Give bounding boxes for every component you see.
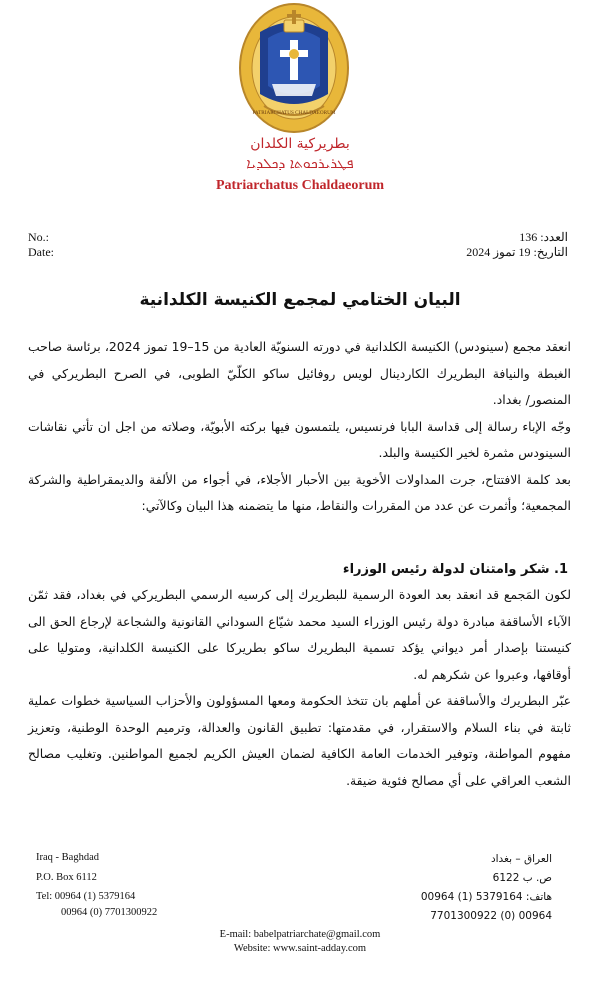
footer-city-ar: العراق – بغداد [490, 853, 552, 865]
footer-pobox-ar: ص. ب 6122 [492, 872, 552, 884]
ref-number-ar: العدد: 136 [519, 230, 568, 244]
footer-online-contact [0, 928, 600, 956]
section-1-paragraph-1: لكون المَجمع قد انعقد بعد العودة الرسمية للبطريرك إلى كرسيه الرسمي البطريركي في بغداد، فقد ثمّن الآباء الأساقفة مبادرة دولة رئيس الوزراء السيد محمد شيّاع السوداني القانونية والشجاعة لإرجاع الحق الى كنيستنا بإصدار أمر ديواني يؤكد تسمية البطريرك ساكو بطريركا على الكنيسة الكلدانية، ومتوليا على أوقافها، وعبروا عن شكرهم له. [28, 587, 571, 682]
section-1-paragraph-2: عبّر البطريرك والأساقفة عن أملهم بان تتخذ الحكومة ومعها المسؤولون والأحزاب السياسية خطوات عملية ثابتة في بناء السلام والاستقرار، في مقدمتها: تطبيق القانون والعدالة، وترميم الوحدة الوطنية، وتعزيز مفهوم المواطنة، وتوفير الخدمات العامة الكافية لضمان العيش الكريم لجميع المواطنين. وتغليب مصالح الشعب العراقي على أي مصالح فئوية ضيقة. [28, 693, 571, 788]
footer-contact-arabic [421, 850, 552, 926]
intro-paragraph-1: انعقد مجمع (سينودس) الكنيسة الكلدانية في دورته السنويّة العادية من 15–19 تموز 2024، برئاسة صاحب الغبطة والنيافة البطريرك الكاردينال لويس روفائيل ساكو الكلّيّ الطوبى، في الصرح البطريركي في المنصور/ بغداد. [28, 339, 571, 407]
header-syriac-name: ܦܛܪܝܪܟܘܬܐ ܕܟܠܕܝܐ [246, 156, 354, 172]
footer-pobox-en: P.O. Box 6112 [36, 871, 97, 883]
section-1-body [28, 582, 571, 794]
section-1-heading: 1. شكر وامتنان لدولة رئيس الوزراء [342, 562, 568, 577]
footer-tel1-en: Tel: 00964 (1) 5379164 [36, 891, 136, 902]
ref-date-label: Date: [28, 245, 54, 259]
footer-contact-english [36, 850, 157, 920]
footer-tel2-ar: 00964 (0) 7701300922 [430, 910, 552, 922]
seal-caption: PATRIARCHATUS CHALDAEORUM [252, 110, 336, 116]
footer-website[interactable]: Website: www.saint-adday.com [233, 943, 367, 954]
ref-no-label: No.: [28, 230, 49, 244]
footer-city-en: Iraq - Baghdad [36, 852, 99, 863]
header-latin-name: Patriarchatus Chaldaeorum [215, 178, 385, 193]
ref-date-ar: التاريخ: 19 تموز 2024 [466, 245, 568, 259]
intro-paragraph-2: وجّه الإباء رسالة إلى قداسة البابا فرنسيس، يلتمسون فيها بركته الأبويّة، وصلاته من اجل ان تأتي نقاشات السينودس مثمرة لخير الكنيسة والبلد. [28, 418, 571, 460]
patriarchate-seal-logo [238, 2, 350, 134]
footer-tel1-ar: هاتف: 5379164 (1) 00964 [420, 891, 552, 903]
document-title: البيان الختامي لمجمع الكنيسة الكلدانية [139, 290, 461, 310]
intro-paragraph-3: بعد كلمة الافتتاح، جرت المداولات الأخوية بين الأحبار الأجلاء، في أجواء من الألفة والديمقراطية والشركة المجمعية؛ وأثمرت عن عدد من المقررات والنقاط، منها ما يتضمنه هذا البيان وكالآتي: [28, 471, 571, 513]
footer-email[interactable]: E-mail: babelpatriarchate@gmail.com [219, 929, 381, 940]
intro-section [28, 334, 571, 520]
footer-tel2-en: 00964 (0) 7701300922 [61, 906, 158, 918]
header-arabic-name: بطريركية الكلدان [250, 136, 350, 152]
